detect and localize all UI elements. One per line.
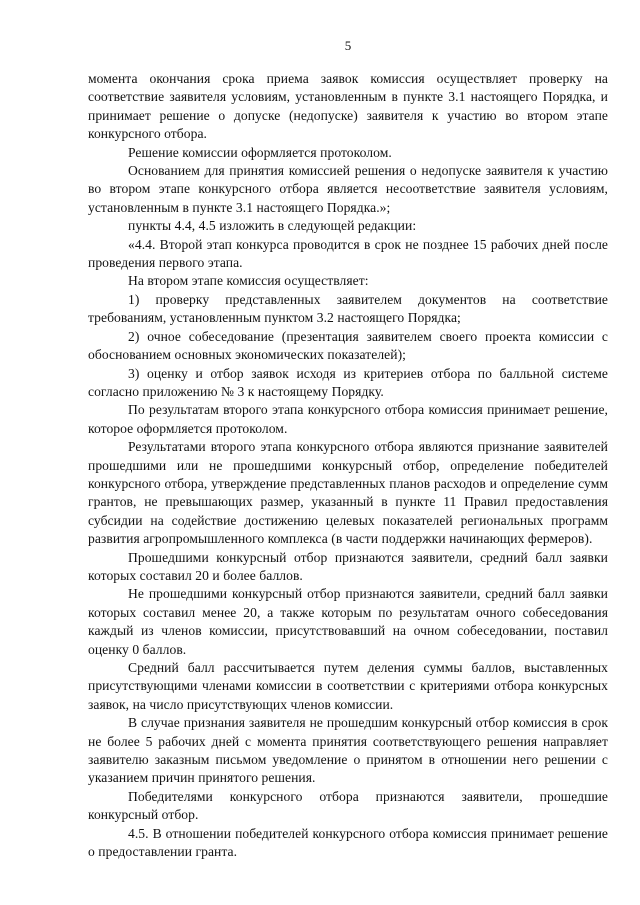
paragraph: По результатам второго этапа конкурсного отбора комиссия принимает решение, которое оформляется протоколом. bbox=[88, 402, 608, 436]
paragraph: Победителями конкурсного отбора признаются заявители, прошедшие конкурсный отбор. bbox=[88, 788, 608, 823]
paragraph: 4.5. В отношении победителей конкурсного отбора комиссия принимает решение о предоставлении гранта. bbox=[88, 825, 608, 860]
paragraph: Решение комиссии оформляется протоколом. bbox=[128, 144, 392, 160]
page-number: 5 bbox=[344, 38, 352, 53]
paragraph: Основанием для принятия комиссией решения о недопуске заявителя к участию во втором этапе конкурсного отбора является несоответствие заявителя условиям, установленным в пункте 3.1 настоящего Порядка.»; bbox=[88, 163, 608, 215]
document-body bbox=[88, 70, 608, 861]
paragraph: На втором этапе комиссия осуществляет: bbox=[128, 273, 369, 289]
paragraph: 1) проверку представленных заявителем документов на соответствие требованиям, установленным пунктом 3.2 настоящего Порядка; bbox=[88, 291, 608, 326]
paragraph: В случае признания заявителя не прошедшим конкурсный отбор комиссия в срок не более 5 рабочих дней с момента принятия соответствующего решения направляет заявителю заказным письмом уведомление о принятом в отношении него решении с указанием причин принятого решения. bbox=[88, 715, 608, 786]
paragraph: Прошедшими конкурсный отбор признаются заявители, средний балл заявки которых составил 20 и более баллов. bbox=[88, 549, 608, 583]
paragraph: Не прошедшими конкурсный отбор признаются заявители, средний балл заявки которых составил менее 20, а также которым по результатам очного собеседования каждый из членов комиссии, присутствовавший на очном собеседовании, поставил оценку 0 баллов. bbox=[88, 586, 608, 657]
paragraph: «4.4. Второй этап конкурса проводится в срок не позднее 15 рабочих дней после проведения первого этапа. bbox=[88, 236, 608, 271]
paragraph: пункты 4.4, 4.5 изложить в следующей редакции: bbox=[128, 218, 417, 234]
paragraph: 2) очное собеседование (презентация заявителем своего проекта комиссии с обоснованием основных экономических показателей); bbox=[88, 328, 608, 363]
paragraph: Средний балл рассчитывается путем деления суммы баллов, выставленных присутствующими членами комиссии в соответствии с критериями отбора конкурсных заявок, на число присутствующих членов комиссии. bbox=[88, 660, 608, 712]
paragraph: Результатами второго этапа конкурсного отбора являются признание заявителей прошедшими или не прошедшими конкурсный отбор, определение победителей конкурсного отбора, утверждение представленных планов расходов и определение сумм грантов, не превышающих размер, указанный в пункте 11 Правил предоставления субсидии на содействие достижению целевых показателей региональных программ развития агропромышленного комплекса (в части поддержки начинающих фермеров). bbox=[88, 439, 608, 547]
paragraph: 3) оценку и отбор заявок исходя из критериев отбора по балльной системе согласно приложению № 3 к настоящему Порядку. bbox=[88, 365, 608, 399]
paragraph: момента окончания срока приема заявок комиссия осуществляет проверку на соответствие заявителя условиям, установленным в пункте 3.1 настоящего Порядка, и принимает решение о допуске (недопуске) заявителя к участию во втором этапе конкурсного отбора. bbox=[88, 71, 608, 142]
